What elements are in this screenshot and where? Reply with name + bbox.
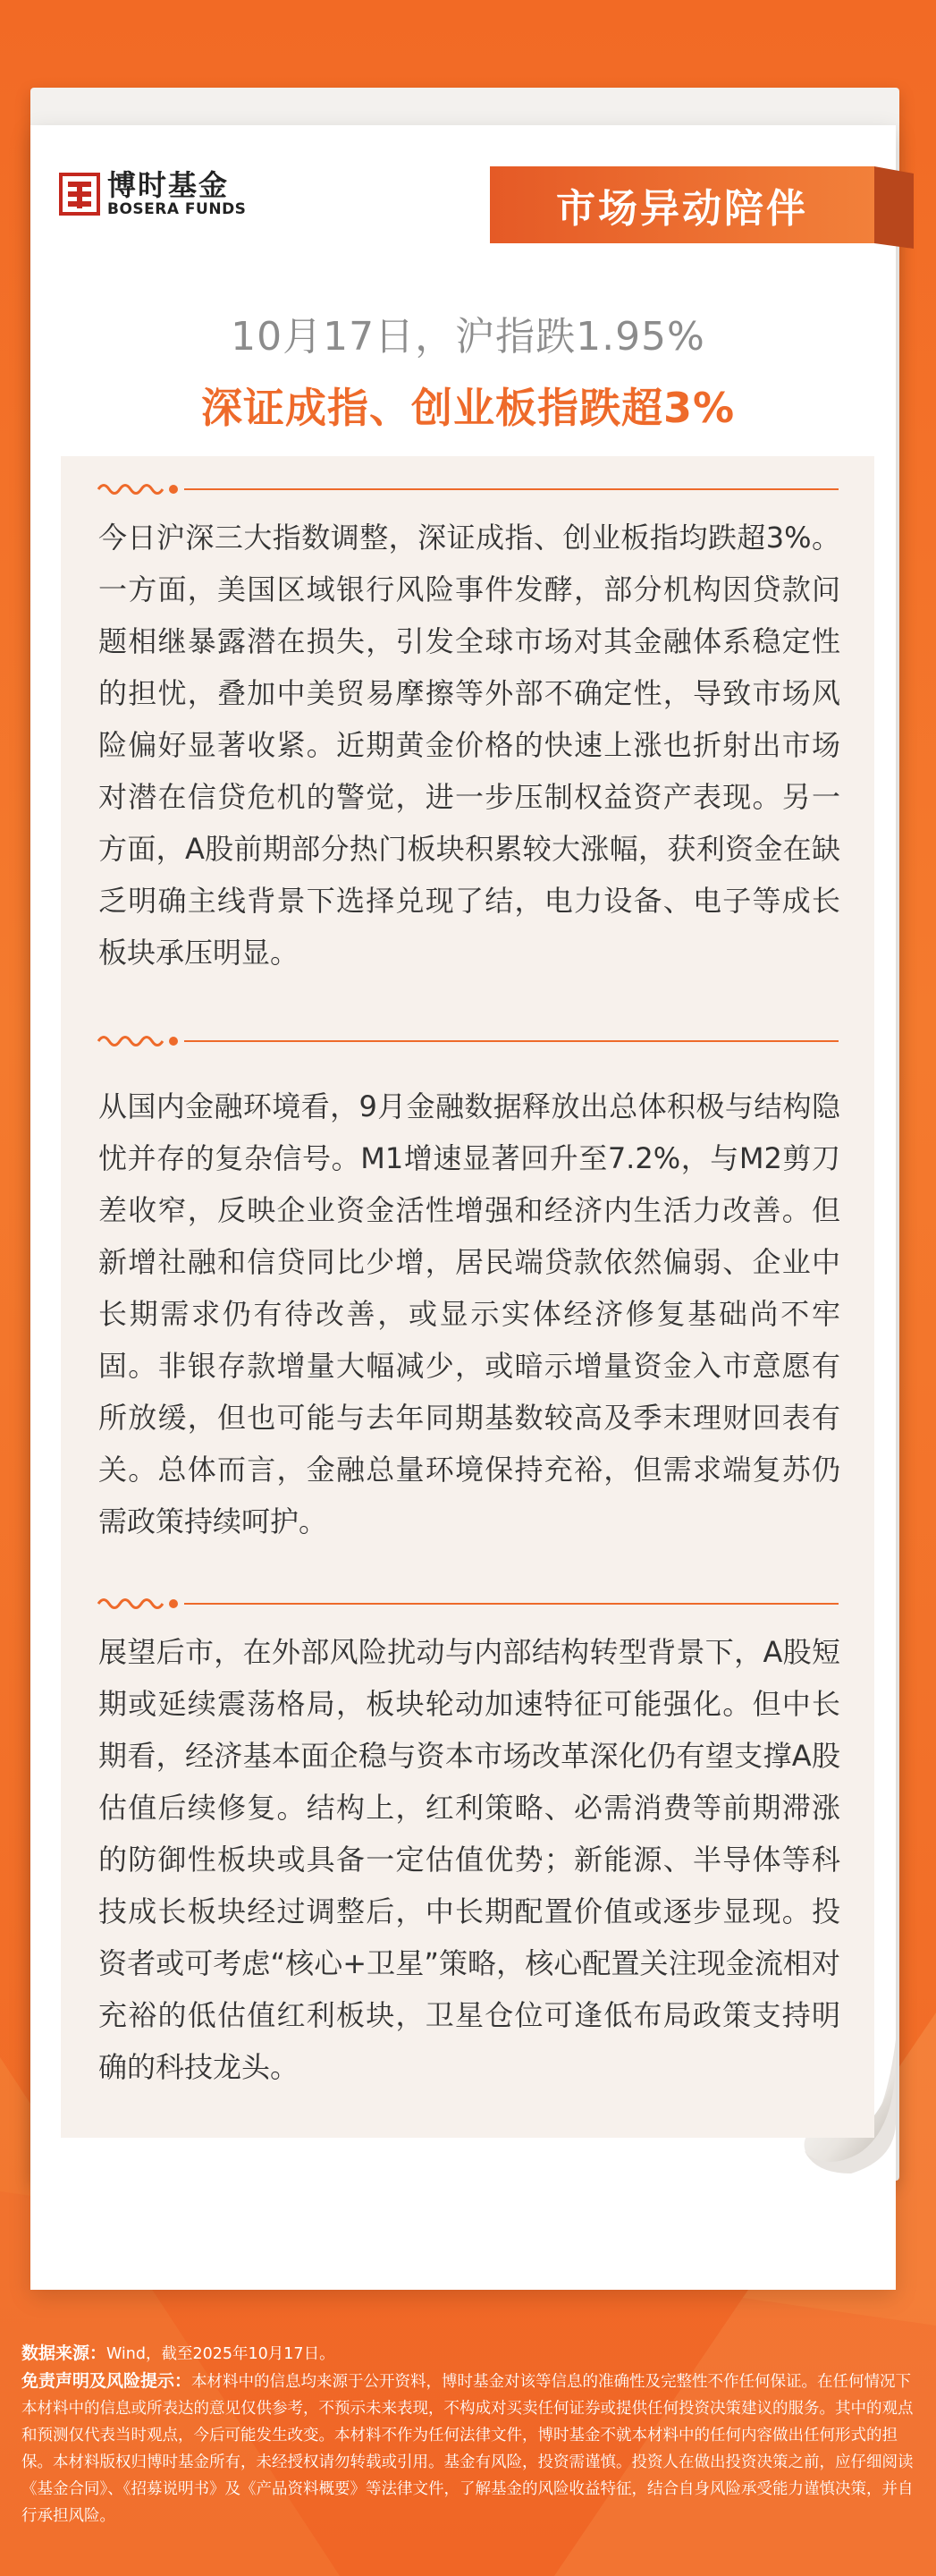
section-paragraph-1: 今日沪深三大指数调整，深证成指、创业板指均跌超3%。一方面，美国区域银行风险事件发酵，部分机构因贷款问题相继暴露潜在损失，引发全球市场对其金融体系稳定性的担忧，叠加中美贸易摩擦等外部不确定性，导致市场风险偏好显著收紧。近期黄金价格的快速上涨也折射出市场对潜在信贷危机的警觉，进一步压制权益资产表现。另一方面，A股前期部分热门板块积累较大涨幅，获利资金在缺乏明确主线背景下选择兑现了结，电力设备、电子等成长板块承压明显。 [98, 521, 840, 970]
data-source-line [21, 2340, 915, 2368]
disclaimer-text: 本材料中的信息均来源于公开资料，博时基金对该等信息的准确性及完整性不作任何保证。在任何情况下本材料中的信息或所表达的意见仅供参考，不预示未来表现，不构成对买卖任何证券或提供任何投资决策建议的服务。其中的观点和预测仅代表当时观点，今后可能发生改变。本材料不作为任何法律文件，博时基金不就本材料中的任何内容做出任何形式的担保。本材料版权归博时基金所有，未经授权请勿转载或引用。基金有风险，投资需谨慎。投资人在做出投资决策之前，应仔细阅读《基金合同》、《招募说明书》及《产品资料概要》等法律文件，了解基金的风险收益特征，结合自身风险承受能力谨慎决策，并自行承担风险。 [21, 2373, 914, 2525]
data-source-text: Wind，截至2025年10月17日。 [106, 2345, 335, 2363]
brand-logo [59, 170, 246, 218]
bosera-logo-icon [59, 171, 100, 217]
banner-title: 市场异动陪伴 [556, 186, 808, 232]
section-paragraph-3: 展望后市，在外部风险扰动与内部结构转型背景下，A股短期或延续震荡格局，板块轮动加速特征可能强化。但中长期看，经济基本面企稳与资本市场改革深化仍有望支撑A股估值后续修复。结构上，红利策略、必需消费等前期滞涨的防御性板块或具备一定估值优势；新能源、半导体等科技成长板块经过调整后，中长期配置价值或逐步显现。投资者或可考虑“核心+卫星”策略，核心配置关注现金流相对充裕的低估值红利板块，卫星仓位可逢低布局政策支持明确的科技龙头。 [98, 1635, 840, 2084]
section-divider-2 [97, 1031, 839, 1051]
data-source-label: 数据来源： [21, 2343, 107, 2363]
headline-main: 深证成指、创业板指跌超3% [200, 384, 736, 432]
footer-disclaimer [21, 2340, 915, 2529]
brand-name-en: BOSERA FUNDS [107, 200, 247, 218]
brand-name-cn: 博时基金 [107, 168, 230, 202]
disclaimer-paragraph [21, 2368, 915, 2529]
disclaimer-label: 免责声明及风险提示： [21, 2371, 192, 2391]
section-paragraph-2: 从国内金融环境看，9月金融数据释放出总体积极与结构隐忧并存的复杂信号。M1增速显著回升至7.2%，与M2剪刀差收窄，反映企业资金活性增强和经济内生活力改善。但新增社融和信贷同比少增，居民端贷款依然偏弱、企业中长期需求仍有待改善，或显示实体经济修复基础尚不牢固。非银存款增量大幅减少，或暗示增量资金入市意愿有所放缓，但也可能与去年同期基数较高及季末理财回表有关。总体而言，金融总量环境保持充裕，但需求端复苏仍需政策持续呵护。 [98, 1089, 840, 1538]
section-divider-3 [97, 1594, 839, 1614]
section-divider-1 [97, 479, 839, 499]
headline-date: 10月17日，沪指跌1.95% [231, 314, 705, 360]
